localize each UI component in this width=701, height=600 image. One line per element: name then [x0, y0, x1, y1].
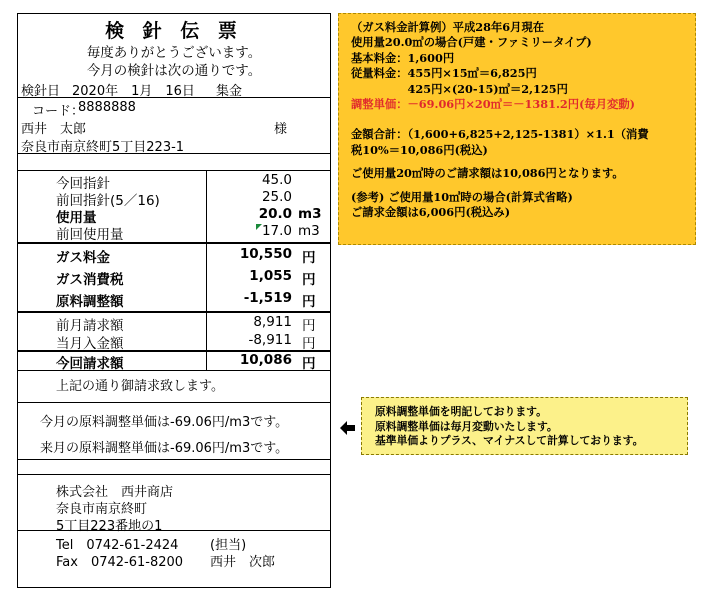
previous-usage-value: 17.0 — [261, 223, 292, 239]
previous-usage-unit: m3 — [298, 223, 320, 239]
unit-price-next-month: 来月の原料調整単価は-69.06円/m3です。 — [40, 441, 289, 456]
customer-name: 西井 太郎 — [21, 122, 87, 137]
usage-unit: m3 — [298, 206, 322, 222]
unit-price-this-month: 今月の原料調整単価は-69.06円/m3です。 — [40, 415, 289, 430]
total-calc-line-1: 金額合計：（1,600+6,825+2,125-1381）×1.1（消費 — [351, 127, 649, 142]
divider — [18, 474, 330, 475]
usage-label: 使用量 — [56, 210, 97, 226]
total-calc-line-2: 税10%＝10,086円(税込) — [351, 142, 488, 157]
company-name: 株式会社 西井商店 — [56, 485, 174, 500]
honorific: 様 — [274, 122, 288, 137]
charge-value: -1,519 — [243, 290, 292, 306]
divider — [18, 370, 330, 371]
divider — [18, 402, 330, 403]
company-tel: Tel 0742-61-2424 — [56, 538, 179, 553]
charge-value: 10,550 — [239, 246, 292, 262]
balance-unit: 円 — [302, 318, 316, 334]
calc-line: 425円×(20-15)㎥＝2,125円 — [351, 81, 568, 96]
spacer — [351, 158, 687, 166]
reference-line-2: ご請求金額は6,006円(税込み) — [351, 205, 511, 220]
previous-usage-label: 前回使用量 — [56, 227, 124, 243]
summary-line: ご使用量20㎥時のご請求額は10,086円となります。 — [351, 166, 624, 181]
calc-line: （ガス料金計算例）平成28年6月現在 — [351, 20, 545, 34]
charge-unit: 円 — [302, 250, 316, 266]
reading-date: 2020年 1月 16日 — [72, 84, 195, 99]
contact-label: (担当) — [210, 538, 247, 553]
collection-method: 集金 — [216, 84, 243, 99]
cell-comment-marker-icon — [256, 224, 262, 230]
charge-label: ガス料金 — [56, 250, 110, 266]
divider — [18, 311, 330, 313]
column-divider — [206, 170, 207, 370]
calc-line: 使用量20.0㎥の場合(戸建・ファミリータイプ) — [351, 35, 592, 50]
gas-fee-calculation-note — [338, 13, 696, 245]
spacer — [351, 182, 687, 190]
charge-label: ガス消費税 — [56, 272, 124, 288]
company-address-2: 5丁目223番地の1 — [56, 519, 163, 534]
adjustment-value: －69.06円×20㎥＝－1381.2円(毎月変動) — [407, 97, 635, 112]
divider — [18, 170, 330, 171]
raw-material-adjustment-note — [361, 397, 688, 455]
divider — [18, 97, 330, 98]
reading-label: 今回指針 — [56, 176, 110, 192]
reading-value: 25.0 — [261, 189, 292, 205]
note-line: 原料調整単価を明記しております。 — [375, 405, 547, 418]
balance-value: 8,911 — [253, 314, 292, 330]
divider — [18, 242, 330, 244]
contact-name: 西井 次郎 — [210, 555, 276, 570]
charge-value: 1,055 — [249, 268, 292, 284]
reference-line-1: (参考) ご使用量10㎥時の場合(計算式省略) — [351, 189, 573, 204]
company-fax: Fax 0742-61-8200 — [56, 555, 184, 570]
reading-date-label: 検針日 — [21, 84, 61, 99]
customer-address: 奈良市南京終町5丁目223-1 — [21, 140, 185, 155]
total-label: 今回請求額 — [56, 356, 124, 372]
customer-code: 8888888 — [78, 100, 136, 115]
greeting-line-1: 毎度ありがとうございます。 — [86, 45, 262, 61]
balance-unit: 円 — [302, 336, 316, 352]
divider — [18, 459, 330, 460]
reading-value: 45.0 — [261, 172, 292, 188]
charge-unit: 円 — [302, 272, 316, 288]
total-unit: 円 — [302, 356, 316, 372]
left-arrow-icon — [340, 421, 355, 435]
note-line: 原料調整単価は毎月変動いたします。 — [375, 419, 558, 433]
adjustment-label: 調整単価： — [351, 97, 408, 112]
request-text: 上記の通り御請求致します。 — [56, 379, 224, 394]
divider — [18, 153, 330, 154]
reading-label: 前回指針(5／16) — [56, 193, 160, 209]
usage-value: 20.0 — [258, 206, 292, 222]
balance-label: 前月請求額 — [56, 318, 124, 334]
greeting-line-2: 今月の検針は次の通りです。 — [86, 63, 262, 79]
balance-value: -8,911 — [248, 332, 292, 348]
adjustment-unit-price-line — [351, 97, 687, 112]
calc-line: 基本料金：1,600円 — [351, 50, 455, 65]
customer-code-label: コード： — [32, 104, 85, 119]
slip-title: 検 針 伝 票 — [105, 20, 243, 42]
charge-label: 原料調整額 — [56, 294, 124, 310]
divider — [18, 530, 330, 531]
balance-label: 当月入金額 — [56, 336, 124, 352]
meter-reading-slip — [17, 13, 331, 588]
calc-line: 従量料金：455円×15㎥＝6,825円 — [351, 66, 537, 81]
note-line: 基準単価よりプラス、マイナスして計算しております。 — [375, 434, 644, 447]
company-address-1: 奈良市南京終町 — [56, 502, 148, 517]
charge-unit: 円 — [302, 294, 316, 310]
spacer — [351, 112, 687, 127]
total-value: 10,086 — [239, 352, 292, 368]
